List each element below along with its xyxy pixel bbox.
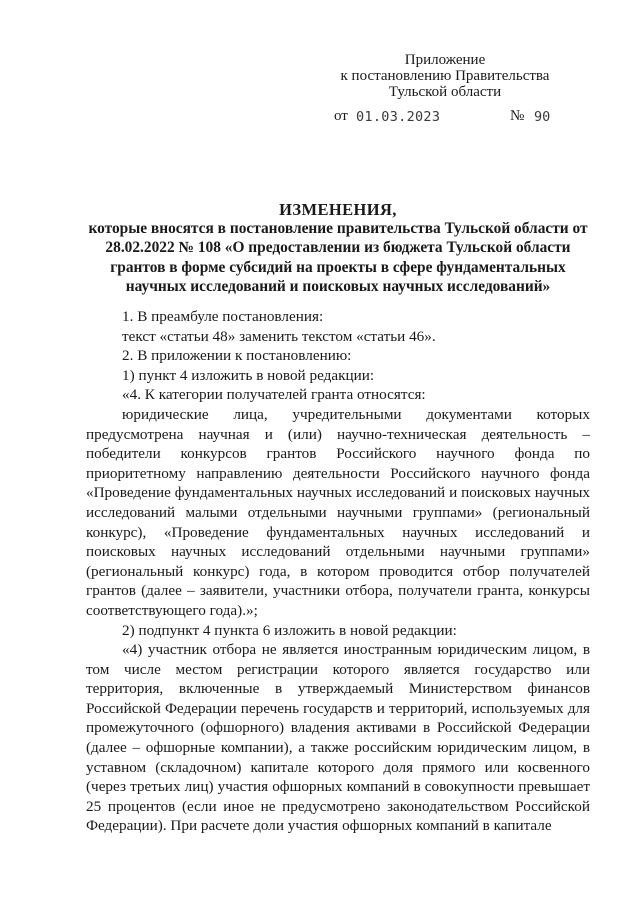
- paragraph-8: «4) участник отбора не является иностранным юридическим лицом, в том числе местом регистрации которого является государство или территория, включенные в утверждаемый Министерством финансов Российской Федерации перечень государств и территорий, используемых для промежуточного (офшорного) владения активами в Российской Федерации (далее – офшорные компании), а также российским юридическим лицом, в уставном (складочном) капитале которого доля прямого или косвенного (через третьих лиц) участия офшорных компаний в совокупности превышает 25 процентов (если иное не предусмотрено законодательством Российской Федерации). При расчете доли участия офшорных компаний в капитале: [86, 641, 590, 835]
- appendix-line-1: Приложение: [404, 52, 486, 68]
- document-number: 90: [534, 109, 551, 125]
- number-sign: №: [510, 108, 525, 124]
- paragraph-5: «4. К категории получателей гранта относятся:: [122, 386, 426, 404]
- appendix-line-3: Тульской области: [388, 84, 502, 100]
- appendix-header: [330, 52, 560, 100]
- date-prefix: от: [334, 108, 348, 124]
- title-heading: ИЗМЕНЕНИЯ,: [279, 200, 397, 219]
- paragraph-4: 1) пункт 4 изложить в новой редакции:: [122, 366, 375, 384]
- date-number-line: [334, 108, 574, 128]
- paragraph-3: 2. В приложении к постановлению:: [122, 347, 352, 365]
- document-date: 01.03.2023: [356, 109, 441, 125]
- appendix-line-2: к постановлению Правительства: [340, 68, 550, 84]
- document-body: [86, 307, 590, 836]
- paragraph-7: 2) подпункт 4 пункта 6 изложить в новой редакции:: [122, 621, 457, 639]
- title-subtitle: которые вносятся в постановление правительства Тульской области от 28.02.2022 № 108 «О предоставлении из бюджета Тульской области грантов в форме субсидий на проекты в сфере фундаментальных научных исследований и поисковых научных исследований»: [88, 220, 588, 295]
- paragraph-6: юридические лица, учредительными документами которых предусмотрена научная и (или) научно-техническая деятельность – победители конкурсов грантов Российского научного фонда по приоритетному направлению деятельности Российского научного фонда «Проведение фундаментальных научных исследований и поисковых научных исследований малыми отдельными научными группами» (региональный конкурс), «Проведение фундаментальных научных исследований и поисковых научных исследований отдельными научными группами» (региональный конкурс) года, в котором проводится отбор получателей грантов (далее – заявители, участники отбора, получатели гранта, конкурсы соответствующего года).»;: [86, 405, 590, 619]
- paragraph-1: 1. В преамбуле постановления:: [122, 308, 324, 325]
- paragraph-2: текст «статьи 48» заменить текстом «статьи 46».: [122, 327, 436, 345]
- document-title: [86, 200, 590, 296]
